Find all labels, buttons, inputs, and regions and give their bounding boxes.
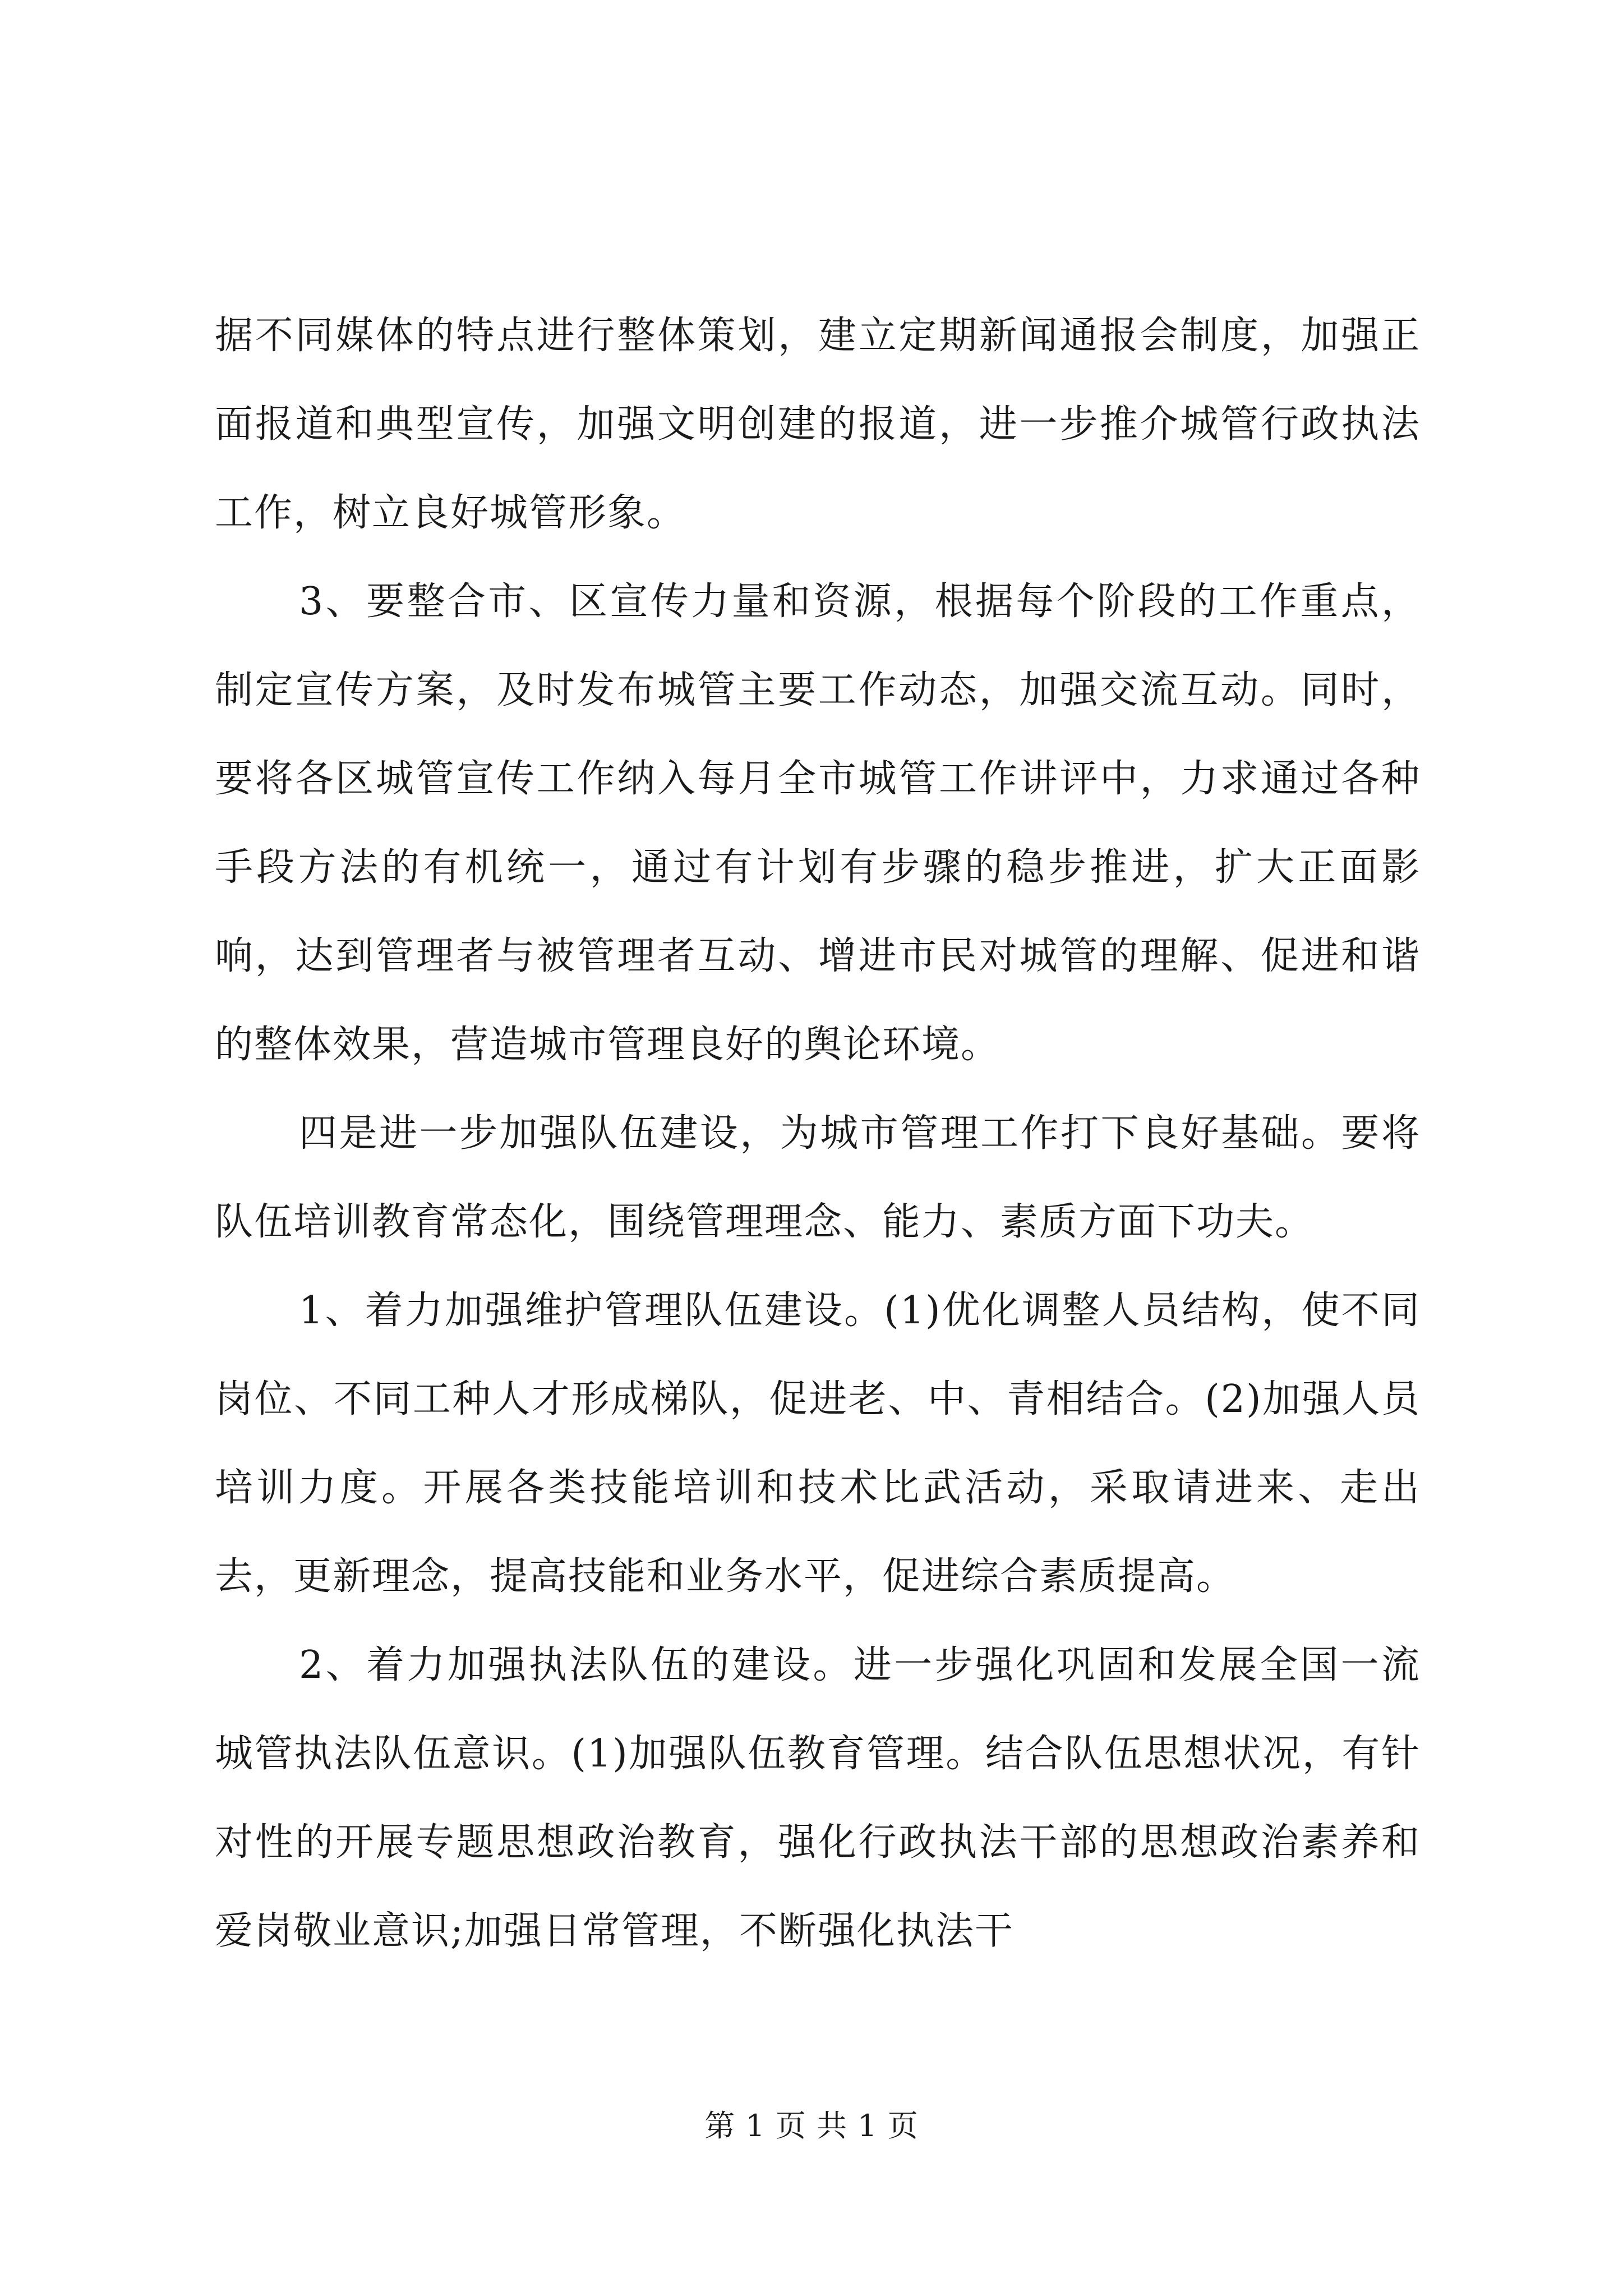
document-body <box>215 292 1421 1976</box>
paragraph-1: 据不同媒体的特点进行整体策划，建立定期新闻通报会制度，加强正面报道和典型宣传，加强文明创建的报道，进一步推介城管行政执法工作，树立良好城管形象。 <box>215 314 1421 535</box>
page-number-footer: 第 1 页 共 1 页 <box>704 2108 919 2143</box>
paragraph-5: 2、着力加强执法队伍的建设。进一步强化巩固和发展全国一流城管执法队伍意识。(1)加强队伍教育管理。结合队伍思想状况，有针对性的开展专题思想政治教育，强化行政执法干部的思想政治素养和爱岗敬业意识;加强日常管理，不断强化执法干 <box>215 1643 1421 1953</box>
paragraph-2: 3、要整合市、区宣传力量和资源，根据每个阶段的工作重点，制定宣传方案，及时发布城管主要工作动态，加强交流互动。同时，要将各区城管宣传工作纳入每月全市城管工作讲评中，力求通过各种手段方法的有机统一，通过有计划有步骤的稳步推进，扩大正面影响，达到管理者与被管理者互动、增进市民对城管的理解、促进和谐的整体效果，营造城市管理良好的舆论环境。 <box>215 579 1421 1067</box>
paragraph-3: 四是进一步加强队伍建设，为城市管理工作打下良好基础。要将队伍培训教育常态化，围绕管理理念、能力、素质方面下功夫。 <box>215 1111 1421 1244</box>
paragraph-4: 1、着力加强维护管理队伍建设。(1)优化调整人员结构，使不同岗位、不同工种人才形成梯队，促进老、中、青相结合。(2)加强人员培训力度。开展各类技能培训和技术比武活动，采取请进来、走出去，更新理念，提高技能和业务水平，促进综合素质提高。 <box>215 1289 1421 1599</box>
